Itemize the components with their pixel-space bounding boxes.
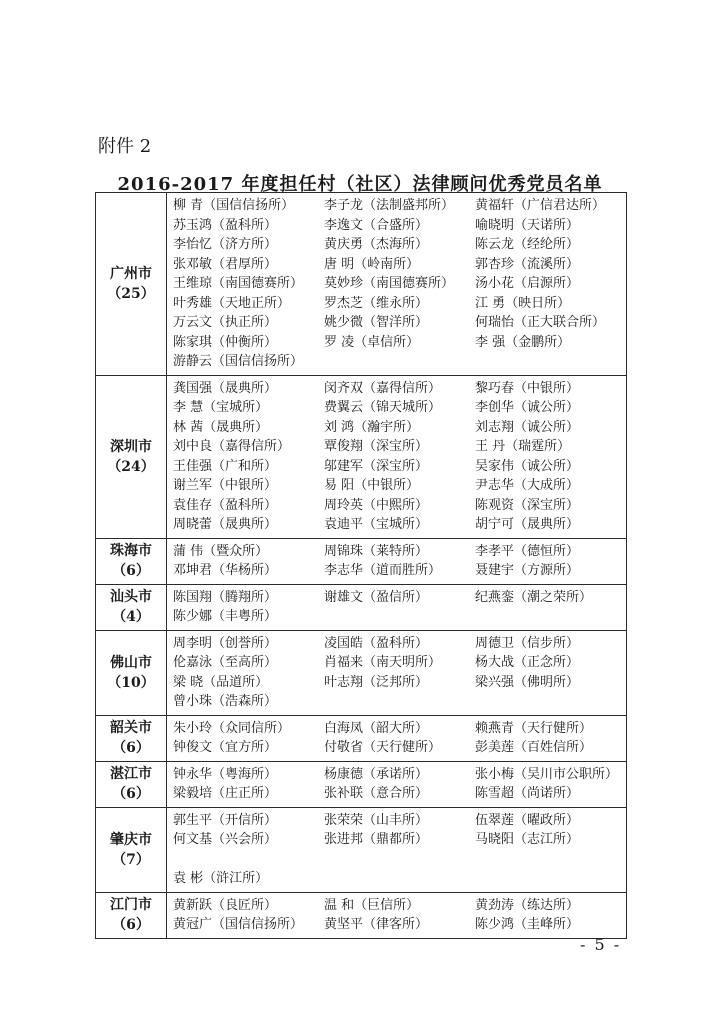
city-count: （4）	[112, 609, 150, 625]
city-name: 汕头市	[110, 589, 152, 605]
city-name: 佛山市	[110, 654, 152, 671]
member-entry: 罗 凌（卓信所）	[324, 334, 420, 350]
city-cell	[96, 715, 167, 761]
member-entry: 伦嘉泳（至高所）	[173, 655, 278, 670]
name-row	[173, 869, 626, 889]
member-entry: 白海凤（韶大所）	[324, 720, 429, 736]
city-cell	[96, 538, 167, 584]
name-row	[173, 515, 626, 535]
member-entry: 李子龙（法制盛邦所）	[324, 198, 455, 213]
member-table-body	[96, 193, 627, 939]
city-group-row	[96, 584, 627, 630]
city-name: 广州市	[110, 265, 152, 282]
member-entry: 黄坚平（律客所）	[324, 917, 429, 932]
city-cell	[96, 584, 167, 630]
name-row	[173, 784, 626, 804]
member-entry: 温 和（巨信所）	[324, 897, 420, 913]
member-entry: 陈雪超（尚诺所）	[475, 786, 580, 801]
names-cell	[167, 630, 627, 715]
city-group-row	[96, 715, 627, 761]
name-row	[173, 496, 626, 516]
member-entry: 曾小珠（浩森所）	[173, 694, 278, 709]
member-entry: 钟永华（粤海所）	[173, 766, 278, 782]
name-row	[173, 294, 626, 314]
name-row	[173, 437, 626, 457]
city-count: （6）	[112, 740, 150, 756]
city-group-row	[96, 807, 627, 892]
page-number: - 5 -	[580, 935, 622, 954]
member-entry: 聂建宇（方源所）	[475, 563, 580, 578]
names-cell	[167, 193, 627, 376]
member-entry: 陈少娜（丰粤所）	[173, 609, 278, 624]
member-entry: 尹志华（大成所）	[475, 478, 580, 493]
member-entry: 胡宁可（晟典所）	[475, 517, 580, 532]
member-entry: 江 勇（映日所）	[475, 295, 571, 311]
city-name: 湛江市	[110, 766, 152, 782]
name-row	[173, 634, 626, 654]
name-row	[173, 418, 626, 438]
member-entry: 李逸文（合盛所）	[324, 217, 429, 233]
member-entry: 周晓蕾（晟典所）	[173, 517, 278, 532]
member-entry: 纪燕銮（潮之荣所）	[475, 589, 593, 605]
member-entry: 刘志翔（诚公所）	[475, 419, 580, 435]
member-entry: 费翼云（锦天城所）	[324, 400, 442, 415]
member-entry: 梁 晓（品道所）	[173, 674, 269, 690]
city-count: （24）	[107, 458, 155, 475]
member-entry: 陈云龙（经纶所）	[475, 237, 580, 252]
member-entry: 黎巧春（中银所）	[475, 380, 580, 396]
name-row	[173, 811, 626, 831]
member-entry: 张邓敏（君厚所）	[173, 256, 278, 272]
city-cell	[96, 375, 167, 538]
city-name: 韶关市	[110, 720, 152, 736]
names-cell	[167, 538, 627, 584]
member-entry: 袁 彬（浒江所）	[173, 871, 269, 886]
name-row	[173, 352, 626, 372]
name-row	[173, 274, 626, 294]
name-row	[173, 738, 626, 758]
member-entry: 李创华（诚公所）	[475, 400, 580, 415]
member-entry: 张进邦（鼎都所）	[324, 832, 429, 847]
member-entry: 叶秀雄（天地正所）	[173, 295, 291, 311]
member-entry: 梁兴强（佛明所）	[475, 674, 580, 690]
member-entry: 何瑞怡（正大联合所）	[475, 315, 606, 330]
name-row	[173, 216, 626, 236]
member-entry: 彭美莲（百姓信所）	[475, 740, 593, 755]
name-row	[173, 561, 626, 581]
member-entry: 黄新跃（良匠所）	[173, 897, 278, 913]
member-table	[95, 192, 627, 939]
member-entry: 王佳强（广和所）	[173, 458, 278, 474]
member-entry: 王维琼（南国德赛所）	[173, 276, 304, 291]
member-entry: 陈观资（深宝所）	[475, 497, 580, 513]
city-group-row	[96, 892, 627, 938]
member-entry: 张小梅（吴川市公职所）	[475, 766, 619, 782]
member-entry: 林 茜（晟典所）	[173, 419, 269, 435]
member-entry: 周李明（创誉所）	[173, 635, 278, 651]
name-row	[173, 719, 626, 739]
name-row	[173, 196, 626, 216]
member-entry: 周锦珠（莱特所）	[324, 543, 429, 559]
attachment-label: 附件 2	[98, 136, 152, 157]
member-entry: 袁佳存（盈科所）	[173, 497, 278, 513]
member-entry: 谢雄文（盈信所）	[324, 589, 429, 605]
city-count: （7）	[112, 851, 150, 868]
member-entry: 罗杰芝（维永所）	[324, 295, 429, 311]
city-count: （25）	[107, 285, 155, 302]
member-entry: 朱小玲（众同信所）	[173, 720, 291, 736]
member-entry: 柳 青（国信信扬所）	[173, 198, 295, 213]
member-entry: 肖福来（南天明所）	[324, 655, 442, 670]
city-count: （6）	[112, 917, 150, 933]
name-row	[173, 379, 626, 399]
member-entry: 黄劲涛（练达所）	[475, 897, 580, 913]
member-entry: 黄庆勇（杰海所）	[324, 237, 429, 252]
member-entry: 王 丹（瑞霆所）	[475, 439, 571, 454]
member-entry: 汤小花（启源所）	[475, 276, 580, 291]
city-name: 珠海市	[110, 543, 152, 559]
name-row	[173, 542, 626, 562]
city-group-row	[96, 375, 627, 538]
member-entry: 易 阳（中银所）	[324, 478, 420, 493]
city-name: 深圳市	[110, 438, 152, 455]
member-entry: 杨大战（正念所）	[475, 655, 580, 670]
city-cell	[96, 761, 167, 807]
member-entry: 赖燕青（天行健所）	[475, 720, 593, 736]
names-cell	[167, 715, 627, 761]
member-entry: 刘中良（嘉得信所）	[173, 439, 291, 454]
member-entry: 伍翠莲（曜政所）	[475, 812, 580, 828]
member-entry: 何文基（兴会所）	[173, 832, 278, 847]
name-row	[173, 765, 626, 785]
name-row	[173, 896, 626, 916]
names-cell	[167, 761, 627, 807]
name-row	[173, 235, 626, 255]
member-entry: 郭杏珍（流溪所）	[475, 256, 580, 272]
city-group-row	[96, 538, 627, 584]
member-entry: 梁毅培（庄正所）	[173, 786, 278, 801]
member-entry: 闵齐双（嘉得信所）	[324, 380, 442, 396]
member-entry: 万云文（执正所）	[173, 315, 278, 330]
names-cell	[167, 375, 627, 538]
names-cell	[167, 807, 627, 892]
name-row	[173, 850, 626, 870]
member-entry: 李志华（道而胜所）	[324, 563, 442, 578]
member-entry: 凌国皓（盈科所）	[324, 635, 429, 651]
city-count: （10）	[107, 674, 155, 691]
member-entry: 吴家伟（诚公所）	[475, 458, 580, 474]
city-cell	[96, 193, 167, 376]
member-entry: 覃俊翔（深宝所）	[324, 439, 429, 454]
name-row	[173, 673, 626, 693]
member-entry: 杨康德（承诺所）	[324, 766, 429, 782]
member-entry: 邬建军（深宝所）	[324, 458, 429, 474]
member-entry: 李 强（金鹏所）	[475, 334, 571, 350]
document-title: 2016-2017 年度担任村（社区）法律顾问优秀党员名单	[117, 174, 603, 195]
member-entry: 邓坤君（华杨所）	[173, 563, 278, 578]
city-name: 江门市	[110, 897, 152, 913]
name-row	[173, 588, 626, 608]
member-entry: 付敬省（天行健所）	[324, 740, 442, 755]
member-entry: 张荣荣（山丰所）	[324, 812, 429, 828]
names-cell	[167, 584, 627, 630]
names-cell	[167, 892, 627, 938]
member-entry: 郭生平（开信所）	[173, 812, 278, 828]
member-entry: 龚国强（晟典所）	[173, 380, 278, 396]
member-entry: 莫妙珍（南国德赛所）	[324, 276, 455, 291]
member-entry: 蒲 伟（暨众所）	[173, 543, 269, 559]
city-count: （6）	[112, 563, 150, 579]
member-entry: 张补联（意合所）	[324, 786, 429, 801]
member-entry: 叶志翔（泛邦所）	[324, 674, 429, 690]
name-row	[173, 653, 626, 673]
name-row	[173, 333, 626, 353]
member-entry: 黄冠广（国信信扬所）	[173, 917, 304, 932]
name-row	[173, 915, 626, 935]
member-entry: 李 慧（宝城所）	[173, 400, 269, 415]
name-row	[173, 692, 626, 712]
member-entry: 周德卫（信步所）	[475, 635, 580, 651]
member-entry: 黄福轩（广信君达所）	[475, 198, 606, 213]
city-count: （6）	[112, 786, 150, 802]
member-entry: 苏玉鸿（盈科所）	[173, 217, 278, 233]
member-entry: 姚少微（智洋所）	[324, 315, 429, 330]
member-entry: 陈少鸿（圭峰所）	[475, 917, 580, 932]
city-name: 肇庆市	[110, 831, 152, 848]
city-group-row	[96, 761, 627, 807]
member-entry: 李怡忆（济方所）	[173, 237, 278, 252]
member-entry: 周玲英（中熙所）	[324, 497, 429, 513]
member-entry: 马晓阳（志江所）	[475, 832, 580, 847]
name-row	[173, 313, 626, 333]
city-group-row	[96, 193, 627, 376]
member-entry: 游静云（国信信扬所）	[173, 354, 304, 369]
name-row	[173, 398, 626, 418]
member-entry: 喻晓明（天诺所）	[475, 217, 580, 233]
city-cell	[96, 892, 167, 938]
name-row	[173, 607, 626, 627]
member-entry: 刘 鸿（瀚宇所）	[324, 419, 420, 435]
name-row	[173, 255, 626, 275]
member-entry: 唐 明（岭南所）	[324, 256, 420, 272]
name-row	[173, 830, 626, 850]
city-cell	[96, 807, 167, 892]
member-entry: 李孝平（德恒所）	[475, 543, 580, 559]
city-cell	[96, 630, 167, 715]
member-entry: 谢兰军（中银所）	[173, 478, 278, 493]
member-entry: 陈家琪（仲衡所）	[173, 334, 278, 350]
name-row	[173, 476, 626, 496]
member-entry: 袁迪平（宝城所）	[324, 517, 429, 532]
name-row	[173, 457, 626, 477]
city-group-row	[96, 630, 627, 715]
member-entry: 钟俊文（宜方所）	[173, 740, 278, 755]
member-entry: 陈国翔（腾翔所）	[173, 589, 278, 605]
